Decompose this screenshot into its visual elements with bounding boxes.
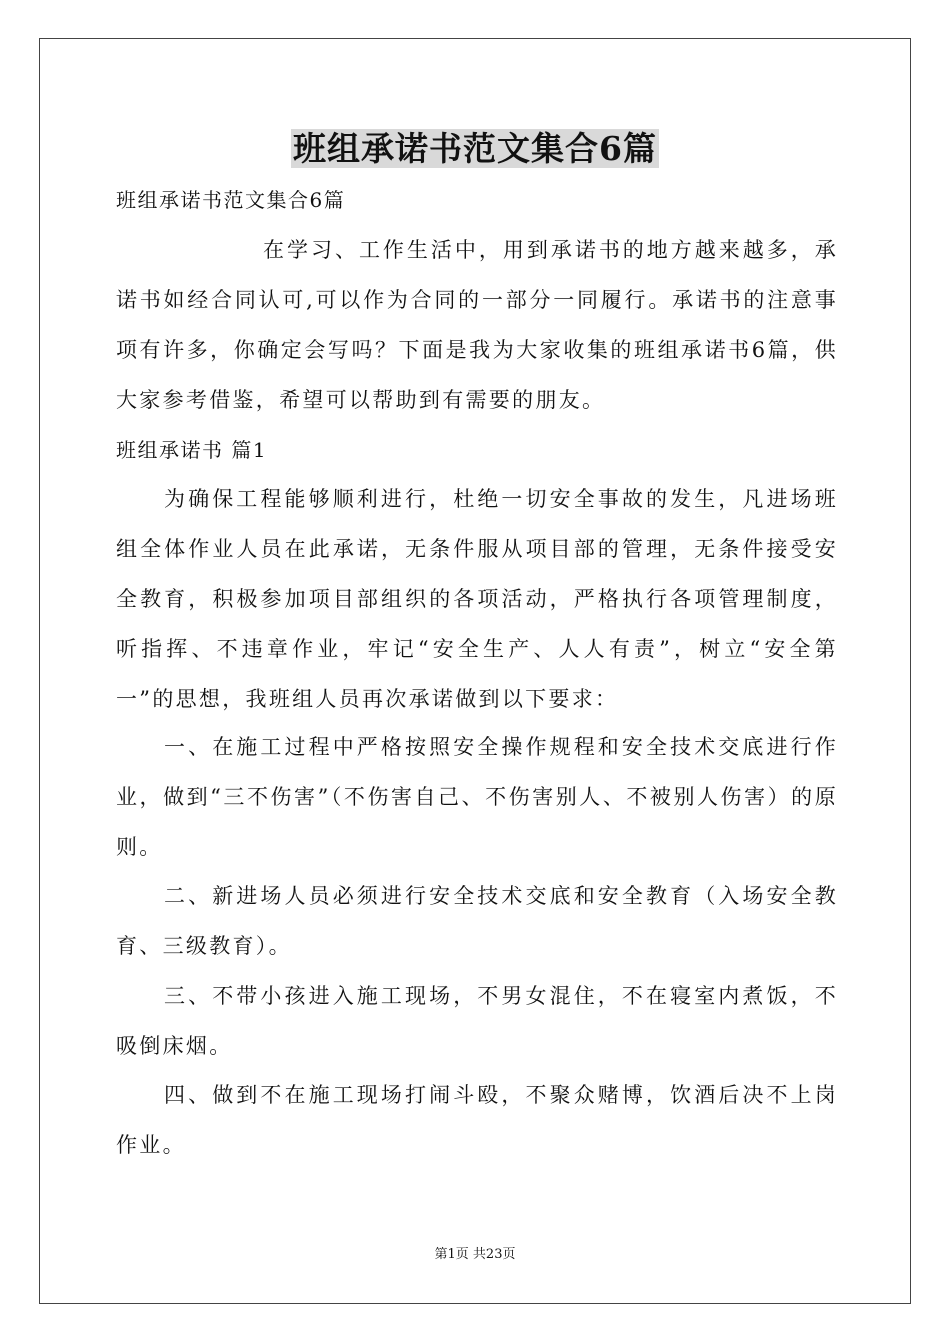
intro-paragraph: 在学习、工作生活中，用到承诺书的地方越来越多，承诺书如经合同认可,可以作为合同的一部分一同履行。承诺书的注意事项有许多，你确定会写吗？下面是我为大家收集的班组承诺书6篇，供大家参考借鉴，希望可以帮助到有需要的朋友。 <box>116 238 838 412</box>
body-paragraph: 四、做到不在施工现场打闹斗殴，不聚众赌博，饮酒后决不上岗作业。 <box>116 1083 838 1157</box>
body-paragraph: 为确保工程能够顺利进行，杜绝一切安全事故的发生，凡进场班组全体作业人员在此承诺，无条件服从项目部的管理，无条件接受安全教育，积极参加项目部组织的各项活动，严格执行各项管理制度，听指挥、不违章作业，牢记“安全生产、人人有责”，树立“安全第一”的思想，我班组人员再次承诺做到以下要求： <box>116 487 838 711</box>
document-subtitle: 班组承诺书范文集合6篇 <box>116 188 346 212</box>
body-paragraph: 三、不带小孩进入施工现场，不男女混住，不在寝室内煮饭，不吸倒床烟。 <box>116 984 838 1058</box>
body-paragraph: 一、在施工过程中严格按照安全操作规程和安全技术交底进行作业，做到“三不伤害”（不伤害自己、不伤害别人、不被别人伤害）的原则。 <box>116 735 838 859</box>
document-title-text: 班组承诺书范文集合6篇 <box>293 129 657 168</box>
section-heading: 班组承诺书 篇1 <box>116 438 268 462</box>
page-footer: 第1页 共23页 <box>434 1247 516 1262</box>
document-title <box>0 126 950 172</box>
body-paragraph: 二、新进场人员必须进行安全技术交底和安全教育（入场安全教育、三级教育）。 <box>116 884 838 958</box>
